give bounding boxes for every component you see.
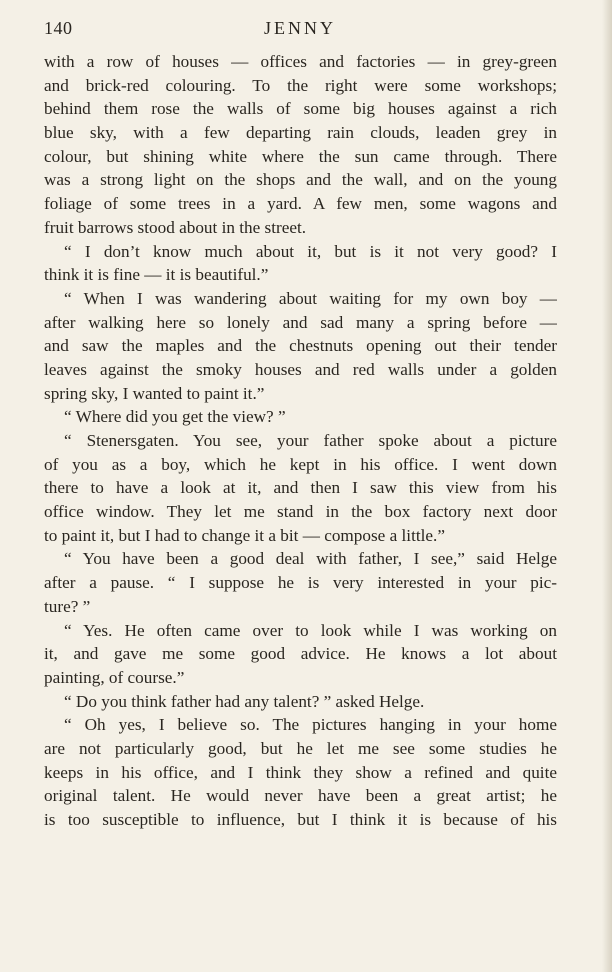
page-edge-shadow [602,0,612,972]
text-line: original talent. He would never have been a great artist; he [44,786,557,806]
text-line: behind them rose the walls of some big houses against a rich [44,99,557,119]
text-line: “ Yes. He often came over to look while I was working on [64,620,557,640]
text-line: “ I don’t know much about it, but is it not very good? I [64,241,557,261]
text-line: to paint it, but I had to change it a bit — compose a little.” [44,525,445,545]
text-line: leaves against the smoky houses and red walls under a golden [44,359,557,379]
text-line: spring sky, I wanted to paint it.” [44,383,265,403]
text-line: office window. They let me stand in the box factory next door [44,502,557,522]
text-line: it, and gave me some good advice. He knows a lot about [44,644,557,664]
running-title: JENNY [264,18,336,38]
text-line: colour, but shining white where the sun came through. There [44,146,557,166]
text-line: after walking here so lonely and sad many a spring before — [44,312,557,332]
text-line: and saw the maples and the chestnuts opening out their tender [44,336,557,356]
text-line: “ Stenersgaten. You see, your father spoke about a picture [64,431,557,450]
text-line: ture? ” [44,596,91,616]
text-line: blue sky, with a few departing rain clouds, leaden grey in [44,123,557,143]
text-line: keeps in his office, and I think they show a refined and quite [44,762,557,782]
text-line: “ You have been a good deal with father, I see,” said Helge [64,549,557,569]
text-line: of you as a boy, which he kept in his office. I went down [44,454,557,474]
body-text [44,50,557,832]
text-line: and brick-red colouring. To the right were some workshops; [44,75,557,95]
text-line: is too susceptible to influence, but I think it is because of his [44,810,557,829]
text-line: with a row of houses — offices and factories — in grey-green [44,52,557,71]
text-line: was a strong light on the shops and the wall, and on the young [44,170,557,190]
text-line: “ When I was wandering about waiting for my own boy — [64,288,557,308]
page-number: 140 [44,18,73,38]
text-line: there to have a look at it, and then I saw this view from his [44,478,557,498]
text-line: “ Where did you get the view? ” [64,407,286,427]
text-line: after a pause. “ I suppose he is very interested in your pic- [44,573,557,593]
running-header [44,18,556,44]
text-line: foliage of some trees in a yard. A few men, some wagons and [44,194,557,214]
text-line: are not particularly good, but he let me see some studies he [44,738,557,758]
text-line: fruit barrows stood about in the street. [44,217,307,237]
text-line: painting, of course.” [44,667,185,687]
text-line: “ Do you think father had any talent? ” asked Helge. [64,691,425,711]
text-line: “ Oh yes, I believe so. The pictures hanging in your home [64,715,557,735]
text-line: think it is fine — it is beautiful.” [44,265,269,285]
